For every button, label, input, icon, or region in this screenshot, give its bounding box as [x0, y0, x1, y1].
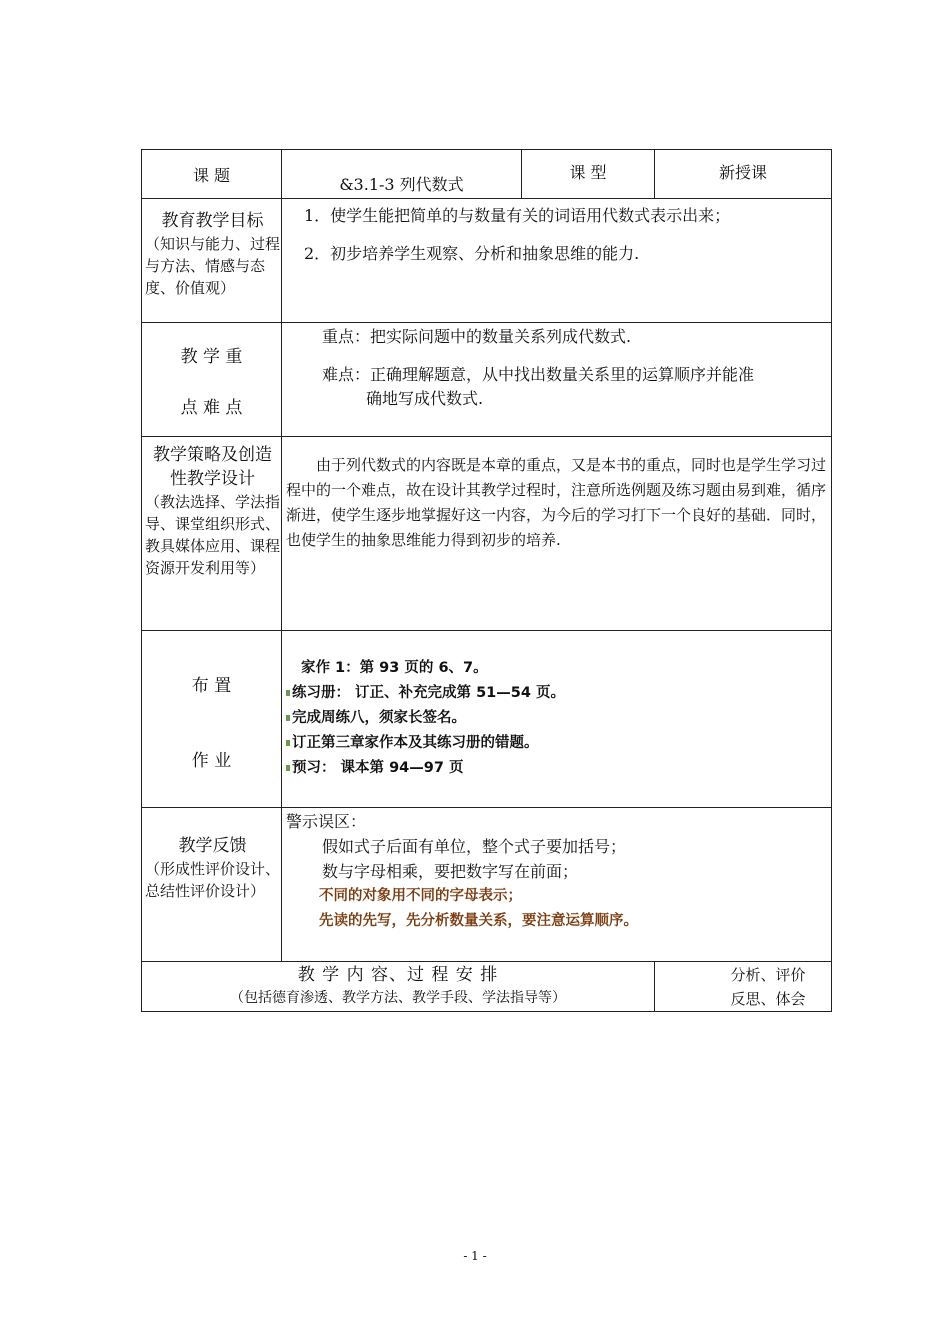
process-subtitle: （包括德育渗透、教学方法、教学手段、学法指导等） [230, 990, 566, 1006]
page-number: - 1 - [463, 1249, 487, 1263]
homework-label-line2: 作 业 [191, 751, 232, 771]
feedback-highlight-item: 先读的先写，先分析数量关系，要注意运算顺序。 [319, 913, 638, 929]
bullet-icon [286, 765, 290, 771]
process-title-cell [142, 962, 655, 1012]
homework-item: 家作 1：第 93 页的 6、7。 [301, 660, 488, 676]
homework-row [142, 631, 832, 808]
feedback-item: 假如式子后面有单位，整个式子要加括号； [322, 837, 627, 856]
topic-label: 课 题 [142, 150, 282, 199]
process-side-line2: 反思、体会 [730, 990, 806, 1008]
feedback-label-sub: （形成性评价设计、总结性评价设计） [145, 860, 281, 900]
key-points-row [142, 323, 832, 437]
key-points-label-cell [142, 323, 282, 437]
process-row [142, 962, 832, 1012]
topic-value: &3.1-3 列代数式 [282, 150, 522, 199]
key-point: 重点：把实际问题中的数量关系列成代数式. [322, 327, 632, 346]
feedback-item: 数与字母相乘，要把数字写在前面； [322, 862, 579, 881]
goals-label-sub: （知识与能力、过程与方法、情感与态度、价值观） [145, 235, 281, 297]
bullet-icon [286, 740, 290, 746]
type-label: 课 型 [522, 150, 655, 199]
process-side-cell [655, 962, 832, 1012]
homework-item: 练习册： 订正、补充完成第 51—54 页。 [286, 681, 831, 706]
goals-label-cell [142, 199, 282, 323]
header-row [142, 150, 832, 199]
bullet-icon [286, 715, 290, 721]
process-title: 教 学 内 容、过 程 安 排 [297, 965, 499, 985]
homework-item: 完成周练八，须家长签名。 [286, 706, 831, 731]
feedback-label-cell [142, 808, 282, 962]
strategy-label-cell [142, 437, 282, 631]
strategy-label-main: 教学策略及创造性教学设计 [153, 445, 272, 489]
difficulty-point-line2: 确地写成代数式. [366, 389, 484, 408]
strategy-text: 由于列代数式的内容既是本章的重点，又是本书的重点，同时也是学生学习过程中的一个难点，故在设计其教学过程时，注意所选例题及练习题由易到难，循序渐进，使学生逐步地掌握好这一内容，为今后的学习打下一个良好的基础．同时，也使学生的抽象思维能力得到初步的培养. [286, 456, 827, 549]
homework-item: 订正第三章家作本及其练习册的错题。 [286, 731, 831, 756]
feedback-row [142, 808, 832, 962]
feedback-highlight-item: 不同的对象用不同的字母表示； [319, 888, 522, 904]
feedback-heading: 警示误区： [286, 812, 367, 831]
feedback-label-main: 教学反馈 [178, 836, 247, 856]
goals-content [282, 199, 832, 323]
difficulty-point-line1: 难点：正确理解题意，从中找出数量关系里的运算顺序并能准 [322, 365, 755, 384]
goal-item: 1．使学生能把简单的与数量有关的词语用代数式表示出来； [304, 206, 731, 225]
homework-item: 预习： 课本第 94—97 页 [286, 756, 831, 781]
homework-label-line1: 布 置 [191, 676, 232, 696]
homework-content [282, 631, 832, 808]
key-points-label-line2: 点 难 点 [180, 398, 243, 418]
goal-item: 2．初步培养学生观察、分析和抽象思维的能力. [304, 244, 640, 263]
feedback-content [282, 808, 832, 962]
strategy-label-sub: （教法选择、学法指导、课堂组织形式、教具媒体应用、课程资源开发利用等） [145, 493, 281, 577]
key-points-label-line1: 教 学 重 [180, 347, 243, 367]
goals-row [142, 199, 832, 323]
bullet-icon [286, 690, 290, 696]
key-points-content [282, 323, 832, 437]
lesson-plan-table [141, 149, 832, 1012]
strategy-content [282, 437, 832, 631]
goals-label-main: 教育教学目标 [161, 211, 264, 231]
type-value: 新授课 [655, 150, 832, 199]
process-side-line1: 分析、评价 [730, 966, 806, 984]
strategy-row [142, 437, 832, 631]
homework-label-cell [142, 631, 282, 808]
